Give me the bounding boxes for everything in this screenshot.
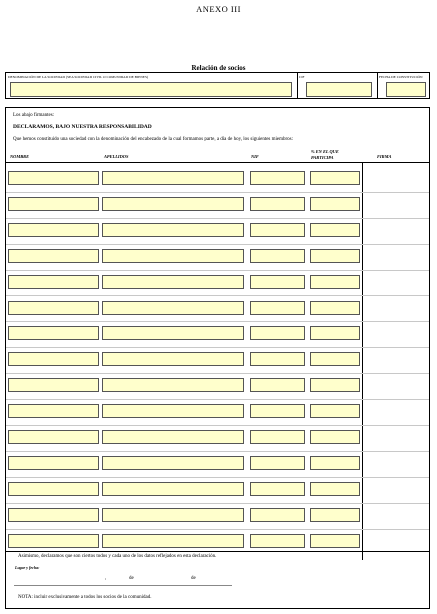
nif-field[interactable] <box>250 197 305 211</box>
signature-cell[interactable] <box>363 451 428 477</box>
apellidos-field[interactable] <box>102 482 244 496</box>
cif-label: CIF <box>299 75 305 79</box>
apellidos-field[interactable] <box>102 223 244 237</box>
nif-field[interactable] <box>250 326 305 340</box>
nif-field[interactable] <box>250 223 305 237</box>
signature-cell[interactable] <box>363 477 428 503</box>
participa-field[interactable] <box>310 378 360 392</box>
table-row <box>6 321 429 347</box>
apellidos-field[interactable] <box>102 197 244 211</box>
date-comma: , <box>105 576 107 581</box>
apellidos-field[interactable] <box>102 508 244 522</box>
signature-cell[interactable] <box>363 218 428 244</box>
table-row <box>6 451 429 477</box>
constitution-date-field[interactable] <box>386 82 426 97</box>
apellidos-field[interactable] <box>102 404 244 418</box>
table-row <box>6 192 429 218</box>
column-header-firma: FIRMA <box>377 154 392 159</box>
signature-cell[interactable] <box>363 244 428 270</box>
participa-field[interactable] <box>310 326 360 340</box>
nif-field[interactable] <box>250 378 305 392</box>
nombre-field[interactable] <box>8 482 99 496</box>
table-row <box>6 373 429 399</box>
society-name-field[interactable] <box>10 82 292 97</box>
declaration-text: DECLARAMOS, BAJO NUESTRA RESPONSABILIDAD <box>13 124 152 130</box>
nombre-field[interactable] <box>8 171 99 185</box>
nombre-field[interactable] <box>8 404 99 418</box>
participa-field[interactable] <box>310 482 360 496</box>
nif-field[interactable] <box>250 249 305 263</box>
participa-field[interactable] <box>310 223 360 237</box>
table-bottom-rule <box>6 551 429 552</box>
nombre-field[interactable] <box>8 223 99 237</box>
apellidos-field[interactable] <box>102 430 244 444</box>
apellidos-field[interactable] <box>102 352 244 366</box>
nombre-field[interactable] <box>8 456 99 470</box>
table-row <box>6 270 429 296</box>
signature-cell[interactable] <box>363 399 428 425</box>
signature-cell[interactable] <box>363 166 428 192</box>
participa-field[interactable] <box>310 404 360 418</box>
constitution-date-label: FECHA DE CONSTITUCIÓN <box>379 75 423 79</box>
nif-field[interactable] <box>250 275 305 289</box>
signature-cell[interactable] <box>363 321 428 347</box>
participa-field[interactable] <box>310 508 360 522</box>
apellidos-field[interactable] <box>102 171 244 185</box>
signature-cell[interactable] <box>363 347 428 373</box>
apellidos-field[interactable] <box>102 534 244 548</box>
nombre-field[interactable] <box>8 197 99 211</box>
nif-field[interactable] <box>250 508 305 522</box>
nif-field[interactable] <box>250 456 305 470</box>
nombre-field[interactable] <box>8 430 99 444</box>
apellidos-field[interactable] <box>102 301 244 315</box>
members-declaration-box <box>5 107 430 609</box>
table-row <box>6 244 429 270</box>
participa-field[interactable] <box>310 249 360 263</box>
nif-field[interactable] <box>250 352 305 366</box>
signature-cell[interactable] <box>363 296 428 322</box>
participa-field[interactable] <box>310 430 360 444</box>
participa-field[interactable] <box>310 171 360 185</box>
nombre-field[interactable] <box>8 275 99 289</box>
column-header-nif: NIF <box>251 154 259 159</box>
signature-cell[interactable] <box>363 425 428 451</box>
nif-field[interactable] <box>250 430 305 444</box>
table-row <box>6 166 429 192</box>
signature-cell[interactable] <box>363 373 428 399</box>
table-row <box>6 218 429 244</box>
intro-text: Los abajo firmantes: <box>13 113 55 118</box>
annex-title: ANEXO III <box>196 4 241 14</box>
date-de-2: de <box>191 576 196 581</box>
apellidos-field[interactable] <box>102 456 244 470</box>
table-row <box>6 503 429 529</box>
nif-field[interactable] <box>250 171 305 185</box>
nombre-field[interactable] <box>8 378 99 392</box>
nif-field[interactable] <box>250 482 305 496</box>
society-header-box <box>5 72 430 99</box>
lugar-fecha-label: Lugar y fecha: <box>15 565 40 570</box>
participa-field[interactable] <box>310 456 360 470</box>
table-row <box>6 477 429 503</box>
column-header-participa-line2: PARTICIPA <box>311 155 334 160</box>
nombre-field[interactable] <box>8 508 99 522</box>
nombre-field[interactable] <box>8 326 99 340</box>
nif-field[interactable] <box>250 404 305 418</box>
statement-text: Que hemos constituido una sociedad con la denominación del encabezado de la cual formamos parte, a día de hoy, los siguientes miembros: <box>13 137 294 142</box>
column-header-apellidos: APELLIDOS <box>104 154 129 159</box>
divider <box>377 73 378 98</box>
apellidos-field[interactable] <box>102 378 244 392</box>
participa-field[interactable] <box>310 534 360 548</box>
nombre-field[interactable] <box>8 352 99 366</box>
apellidos-field[interactable] <box>102 249 244 263</box>
nombre-field[interactable] <box>8 301 99 315</box>
column-header-nombre: NOMBRE <box>10 154 30 159</box>
place-date-line[interactable] <box>14 585 232 586</box>
table-row <box>6 296 429 322</box>
table-row <box>6 425 429 451</box>
signature-cell[interactable] <box>363 270 428 296</box>
nota-text: NOTA: incluir exclusivamente a todos los socios de la comunidad. <box>18 595 152 600</box>
asimismo-text: Asimismo, declaramos que son ciertos todos y cada uno de los datos reflejados en esta declaración. <box>18 554 217 559</box>
section-title: Relación de socios <box>191 64 246 72</box>
divider <box>297 73 298 98</box>
table-row <box>6 347 429 373</box>
nombre-field[interactable] <box>8 249 99 263</box>
society-name-label: DENOMINACIÓN DE LA SOCIEDAD (SEA SOCIEDAD CIVIL O COMUNIDAD DE BIENES) <box>8 75 149 79</box>
table-row <box>6 399 429 425</box>
apellidos-field[interactable] <box>102 326 244 340</box>
participa-field[interactable] <box>310 197 360 211</box>
apellidos-field[interactable] <box>102 275 244 289</box>
nif-field[interactable] <box>250 301 305 315</box>
column-header-participa-line1: % EN EL QUE <box>311 149 339 154</box>
date-de-1: de <box>129 576 134 581</box>
participa-field[interactable] <box>310 301 360 315</box>
participa-field[interactable] <box>310 275 360 289</box>
signature-cell[interactable] <box>363 503 428 529</box>
cif-field[interactable] <box>306 82 372 97</box>
participa-field[interactable] <box>310 352 360 366</box>
table-header-rule <box>6 162 429 163</box>
nombre-field[interactable] <box>8 534 99 548</box>
nif-field[interactable] <box>250 534 305 548</box>
signature-cell[interactable] <box>363 192 428 218</box>
